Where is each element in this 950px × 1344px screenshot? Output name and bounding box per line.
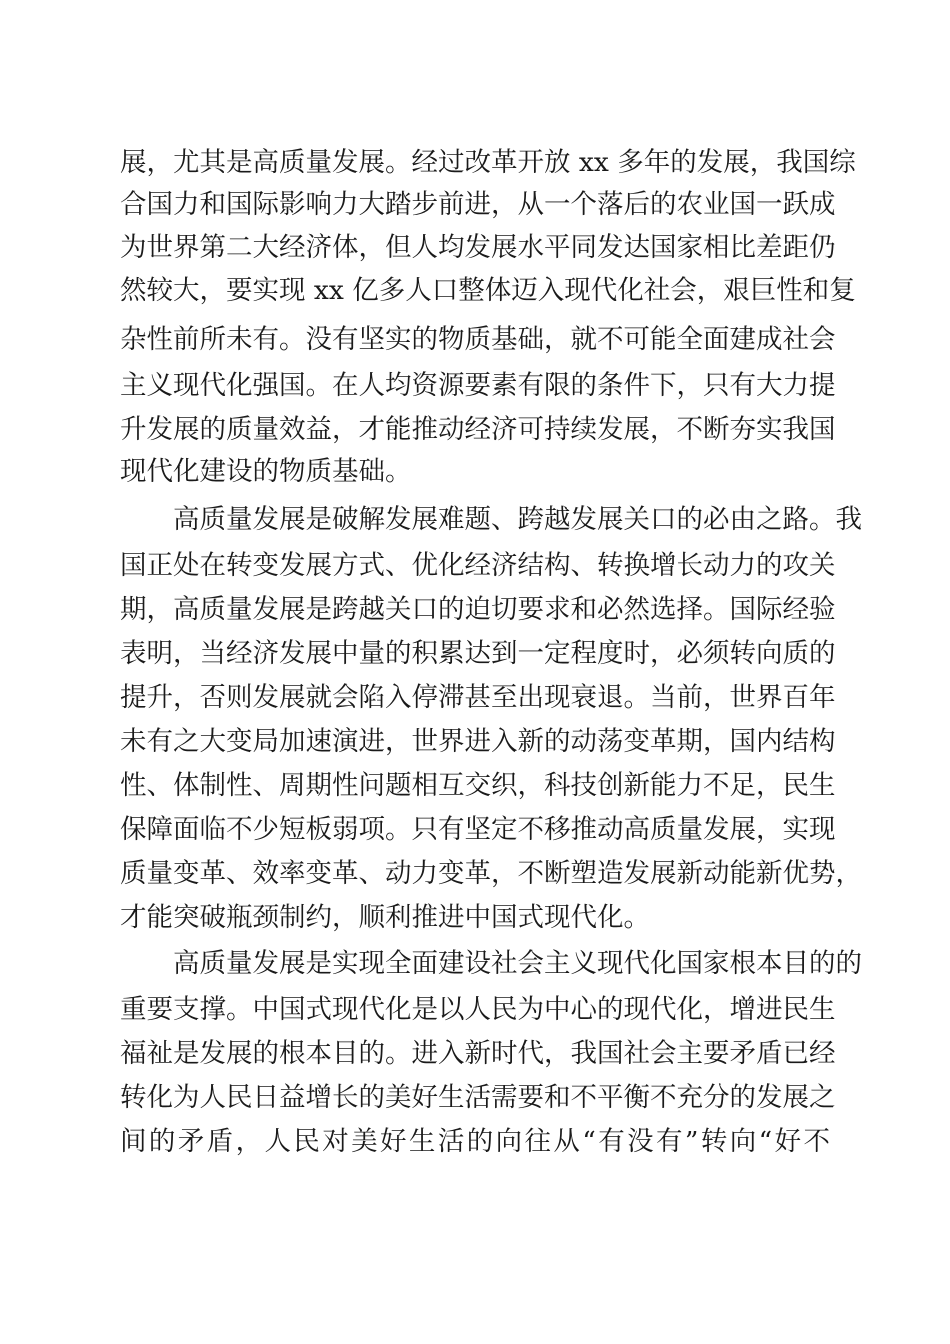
text-line: 未有之大变局加速演进，世界进入新的动荡变革期，国内结构 xyxy=(120,726,836,757)
text-line: 保障面临不少短板弱项。只有坚定不移推动高质量发展，实现 xyxy=(120,814,836,845)
text-line: 间的矛盾，人民对美好生活的向往从“有没有”转向“好不 xyxy=(120,1126,830,1157)
text-line: 展，尤其是高质量发展。经过改革开放 xx 多年的发展，我国综 xyxy=(120,147,856,178)
text-line: 主义现代化强国。在人均资源要素有限的条件下，只有大力提 xyxy=(120,370,836,401)
text-line: 才能突破瓶颈制约，顺利推进中国式现代化。 xyxy=(120,902,650,933)
paragraph-first-line: 高质量发展是破解发展难题、跨越发展关口的必由之路。我 xyxy=(120,504,862,535)
text-line: 性、体制性、周期性问题相互交织，科技创新能力不足，民生 xyxy=(120,770,836,801)
text-line: 提升，否则发展就会陷入停滞甚至出现衰退。当前，世界百年 xyxy=(120,682,836,713)
text-line: 合国力和国际影响力大踏步前进，从一个落后的农业国一跃成 xyxy=(120,189,836,220)
text-line: 为世界第二大经济体，但人均发展水平同发达国家相比差距仍 xyxy=(120,232,836,263)
text-line: 现代化建设的物质基础。 xyxy=(120,456,412,487)
text-line: 国正处在转变发展方式、优化经济结构、转换增长动力的攻关 xyxy=(120,550,836,581)
text-line: 升发展的质量效益，才能推动经济可持续发展，不断夯实我国 xyxy=(120,414,836,445)
text-line: 重要支撑。中国式现代化是以人民为中心的现代化，增进民生 xyxy=(120,994,836,1025)
text-line: 转化为人民日益增长的美好生活需要和不平衡不充分的发展之 xyxy=(120,1082,836,1113)
paragraph-first-line: 高质量发展是实现全面建设社会主义现代化国家根本目的的 xyxy=(120,948,862,979)
text-line: 表明，当经济发展中量的积累达到一定程度时，必须转向质的 xyxy=(120,638,836,669)
text-line: 期，高质量发展是跨越关口的迫切要求和必然选择。国际经验 xyxy=(120,594,836,625)
text-line: 质量变革、效率变革、动力变革，不断塑造发展新动能新优势， xyxy=(120,858,862,889)
text-line: 福祉是发展的根本目的。进入新时代，我国社会主要矛盾已经 xyxy=(120,1038,836,1069)
text-line: 杂性前所未有。没有坚实的物质基础，就不可能全面建成社会 xyxy=(120,324,836,355)
text-line: 然较大，要实现 xx 亿多人口整体迈入现代化社会，艰巨性和复 xyxy=(120,275,856,306)
